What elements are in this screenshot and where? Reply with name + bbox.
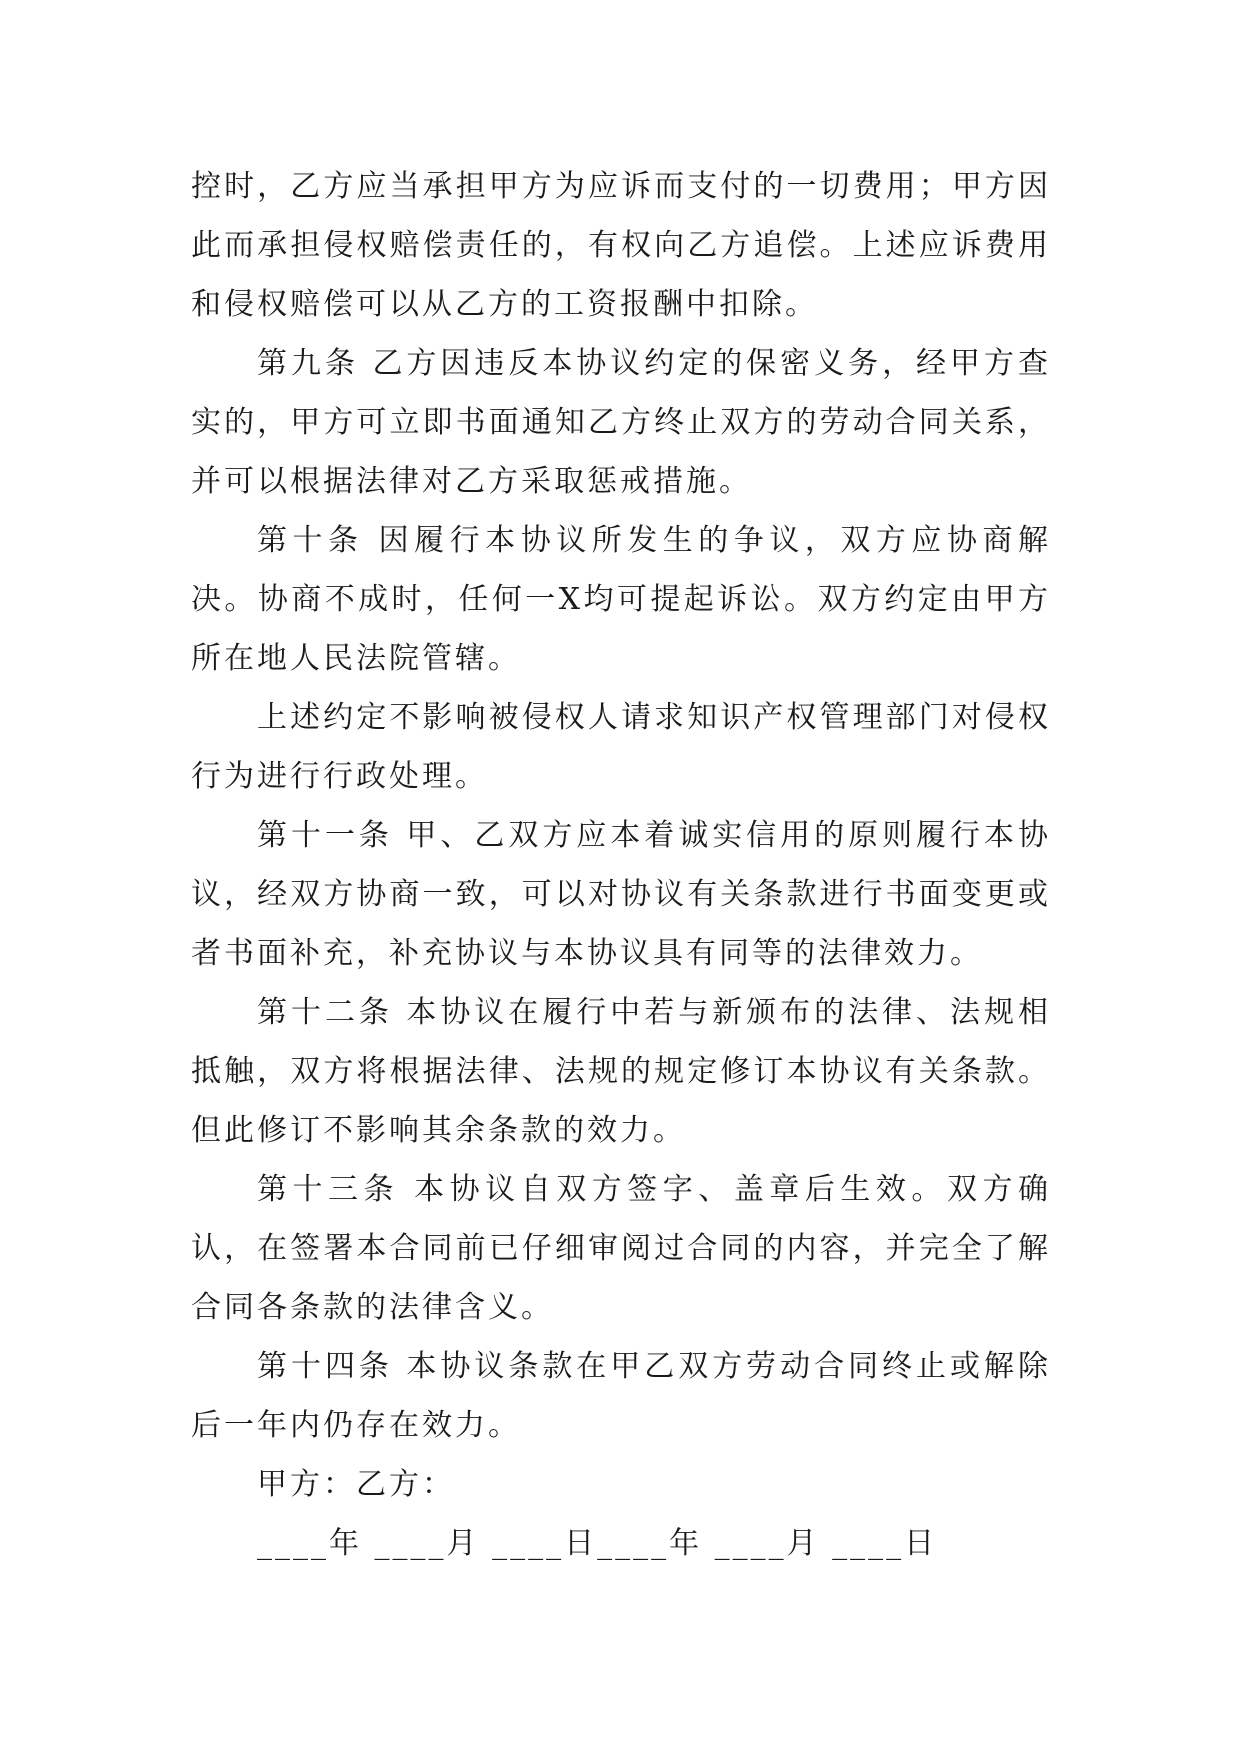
paragraph-article-10: 第十条 因履行本协议所发生的争议，双方应协商解决。协商不成时，任何一X均可提起诉讼。双方约定由甲方所在地人民法院管辖。 (191, 523, 1051, 676)
parties-signature-line: 甲方：乙方： (257, 1467, 455, 1502)
paragraph-article-11: 第十一条 甲、乙双方应本着诚实信用的原则履行本协议，经双方协商一致，可以对协议有关条款进行书面变更或者书面补充，补充协议与本协议具有同等的法律效力。 (191, 818, 1051, 971)
paragraph-article-10-note: 上述约定不影响被侵权人请求知识产权管理部门对侵权行为进行行政处理。 (191, 700, 1051, 794)
paragraph-continuation: 控时，乙方应当承担甲方为应诉而支付的一切费用；甲方因此而承担侵权赔偿责任的，有权向乙方追偿。上述应诉费用和侵权赔偿可以从乙方的工资报酬中扣除。 (191, 169, 1051, 322)
paragraph-article-14: 第十四条 本协议条款在甲乙双方劳动合同终止或解除后一年内仍存在效力。 (191, 1349, 1051, 1443)
document-body (191, 157, 1051, 1573)
paragraph-article-13: 第十三条 本协议自双方签字、盖章后生效。双方确认，在签署本合同前已仔细审阅过合同的内容，并完全了解合同各条款的法律含义。 (191, 1172, 1051, 1325)
date-signature-line: ____年 ____月 ____日____年 ____月 ____日 (257, 1526, 938, 1561)
paragraph-article-9: 第九条 乙方因违反本协议约定的保密义务，经甲方查实的，甲方可立即书面通知乙方终止双方的劳动合同关系，并可以根据法律对乙方采取惩戒措施。 (191, 346, 1051, 499)
paragraph-article-12: 第十二条 本协议在履行中若与新颁布的法律、法规相抵触，双方将根据法律、法规的规定修订本协议有关条款。但此修订不影响其余条款的效力。 (191, 995, 1051, 1148)
